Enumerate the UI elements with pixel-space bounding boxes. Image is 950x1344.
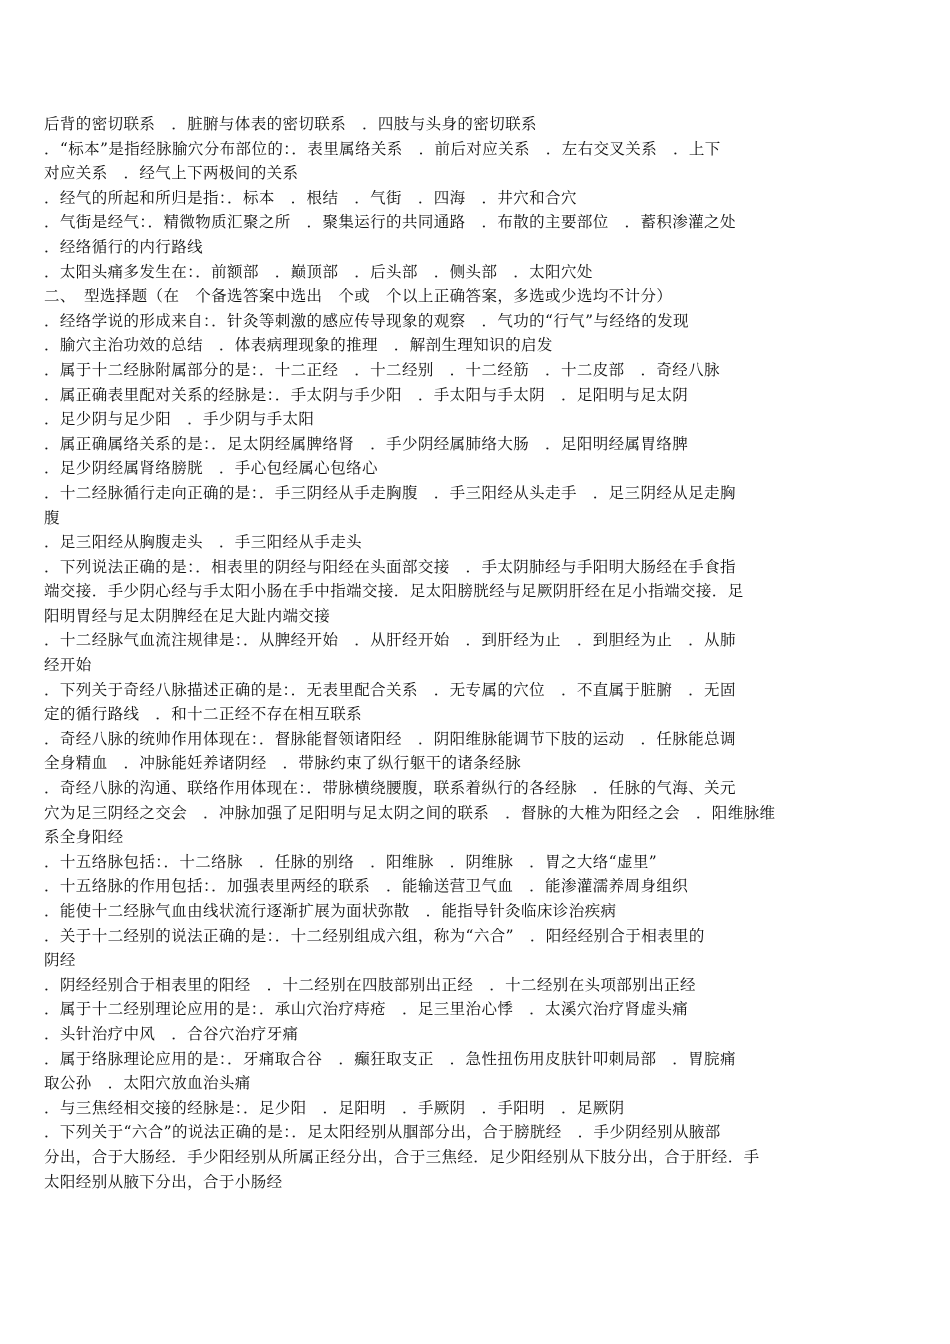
text-line: 端交接．手少阴心经与手太阳小肠在手中指端交接．足太阳膀胱经与足厥阴肝经在足小指端交接．足 <box>44 582 744 601</box>
text-line: ．属正确属络关系的是：．足太阴经属脾络肾 ．手少阴经属肺络大肠 ．足阳明经属胃络脾 <box>44 434 689 453</box>
text-line: 对应关系 ．经气上下两极间的关系 <box>44 164 299 183</box>
text-line: ．太阳头痛多发生在：．前额部 ．巅顶部 ．后头部 ．侧头部 ．太阳穴处 <box>44 262 593 281</box>
text-line: 太阳经别从腋下分出，合于小肠经 <box>44 1172 283 1191</box>
text-line: ．与三焦经相交接的经脉是：．足少阳 ．足阳明 ．手厥阴 ．手阳明 ．足厥阴 <box>44 1098 625 1117</box>
text-line: ．十五络脉包括：．十二络脉 ．任脉的别络 ．阳维脉 ．阴维脉 ．胃之大络“虚里” <box>44 852 658 871</box>
text-line: ．属于十二经别理论应用的是：．承山穴治疗痔疮 ．足三里治心悸 ．太溪穴治疗肾虚头痛 <box>44 1000 689 1019</box>
text-line: ．经络循行的内行路线 <box>44 237 204 256</box>
document-page <box>44 112 910 1194</box>
text-line: 取公孙 ．太阳穴放血治头痛 <box>44 1074 251 1093</box>
text-line: ．十二经脉气血流注规律是：．从脾经开始 ．从肝经开始 ．到肝经为止 ．到胆经为止 ．从肺 <box>44 631 736 650</box>
text-line: ．经气的所起和所归是指：．标本 ．根结 ．气街 ．四海 ．井穴和合穴 <box>44 188 577 207</box>
text-line: ．腧穴主治功效的总结 ．体表病理现象的推理 ．解剖生理知识的启发 <box>44 336 553 355</box>
text-line: 系全身阳经 <box>44 828 124 847</box>
text-line: ．头针治疗中风 ．合谷穴治疗牙痛 <box>44 1024 299 1043</box>
text-line: 穴为足三阴经之交会 ．冲脉加强了足阳明与足太阴之间的联系 ．督脉的大椎为阳经之会 ．阳维脉维 <box>44 803 776 822</box>
text-line: ．属正确表里配对关系的经脉是：．手太阴与手少阳 ．手太阳与手太阴 ．足阳明与足太阴 <box>44 385 689 404</box>
text-line: ．下列说法正确的是：．相表里的阴经与阳经在头面部交接 ．手太阴肺经与手阳明大肠经在手食指 <box>44 557 736 576</box>
text-line: 腹 <box>44 508 60 527</box>
text-line: ．足三阳经从胸腹走头 ．手三阳经从手走头 <box>44 533 363 552</box>
text-line: ．十五络脉的作用包括：．加强表里两经的联系 ．能输送营卫气血 ．能渗灌濡养周身组织 <box>44 877 689 896</box>
text-line: 经开始 <box>44 656 92 675</box>
text-line: ．“标本”是指经脉腧穴分布部位的：．表里属络关系 ．前后对应关系 ．左右交叉关系 ．上下 <box>44 139 721 158</box>
text-line: ．足少阴经属肾络膀胱 ．手心包经属心包络心 <box>44 459 378 478</box>
text-line: 全身精血 ．冲脉能妊养诸阴经 ．带脉约束了纵行躯干的诸条经脉 <box>44 754 522 773</box>
text-line: ．足少阴与足少阳 ．手少阴与手太阳 <box>44 410 315 429</box>
text-line: 阴经 <box>44 951 76 970</box>
text-line: ．下列关于“六合”的说法正确的是：．足太阳经别从腘部分出，合于膀胱经 ．手少阴经别从腋部 <box>44 1123 721 1142</box>
text-line: 后背的密切联系 ．脏腑与体表的密切联系 ．四肢与头身的密切联系 <box>44 115 537 133</box>
text-line: ．能使十二经脉气血由线状流行逐渐扩展为面状弥散 ．能指导针灸临床诊治疾病 <box>44 902 617 920</box>
text-line: ．属于络脉理论应用的是：．牙痛取合谷 ．癫狂取支正 ．急性扭伤用皮肤针叩刺局部 ．胃脘痛 <box>44 1049 736 1068</box>
text-line: ．下列关于奇经八脉描述正确的是：．无表里配合关系 ．无专属的穴位 ．不直属于脏腑 ．无固 <box>44 680 736 699</box>
text-line: ．阴经经别合于相表里的阳经 ．十二经别在四肢部别出正经 ．十二经别在头项部别出正经 <box>44 975 696 994</box>
section-heading: 二、 型选择题（在 个备选答案中选出 个或 个以上正确答案，多选或少选均不计分） <box>44 287 673 306</box>
text-line: 分出，合于大肠经．手少阳经别从所属正经分出，合于三焦经．足少阳经别从下肢分出，合于肝经．手 <box>44 1147 760 1166</box>
text-line: ．经络学说的形成来自：．针灸等刺激的感应传导现象的观察 ．气功的“行气”与经络的发现 <box>44 311 689 330</box>
text-line: 定的循行路线 ．和十二正经不存在相互联系 <box>44 705 363 724</box>
text-line: ．奇经八脉的统帅作用体现在：．督脉能督领诸阳经 ．阴阳维脉能调节下肢的运动 ．任脉能总调 <box>44 729 736 748</box>
text-line: ．属于十二经脉附属部分的是：．十二正经 ．十二经别 ．十二经筋 ．十二皮部 ．奇经八脉 <box>44 360 720 379</box>
text-line: ．关于十二经别的说法正确的是：．十二经别组成六组，称为“六合” ．阳经经别合于相表里的 <box>44 926 705 945</box>
text-line: ．奇经八脉的沟通、联络作用体现在：．带脉横绕腰腹，联系着纵行的各经脉 ．任脉的气海、关元 <box>44 779 736 798</box>
text-line: 阳明胃经与足太阴脾经在足大趾内端交接 <box>44 606 331 625</box>
text-line: ．十二经脉循行走向正确的是：．手三阴经从手走胸腹 ．手三阳经从头走手 ．足三阴经从足走胸 <box>44 483 736 502</box>
text-line: ．气街是经气：．精微物质汇聚之所 ．聚集运行的共同通路 ．布散的主要部位 ．蓄积渗灌之处 <box>44 213 736 232</box>
